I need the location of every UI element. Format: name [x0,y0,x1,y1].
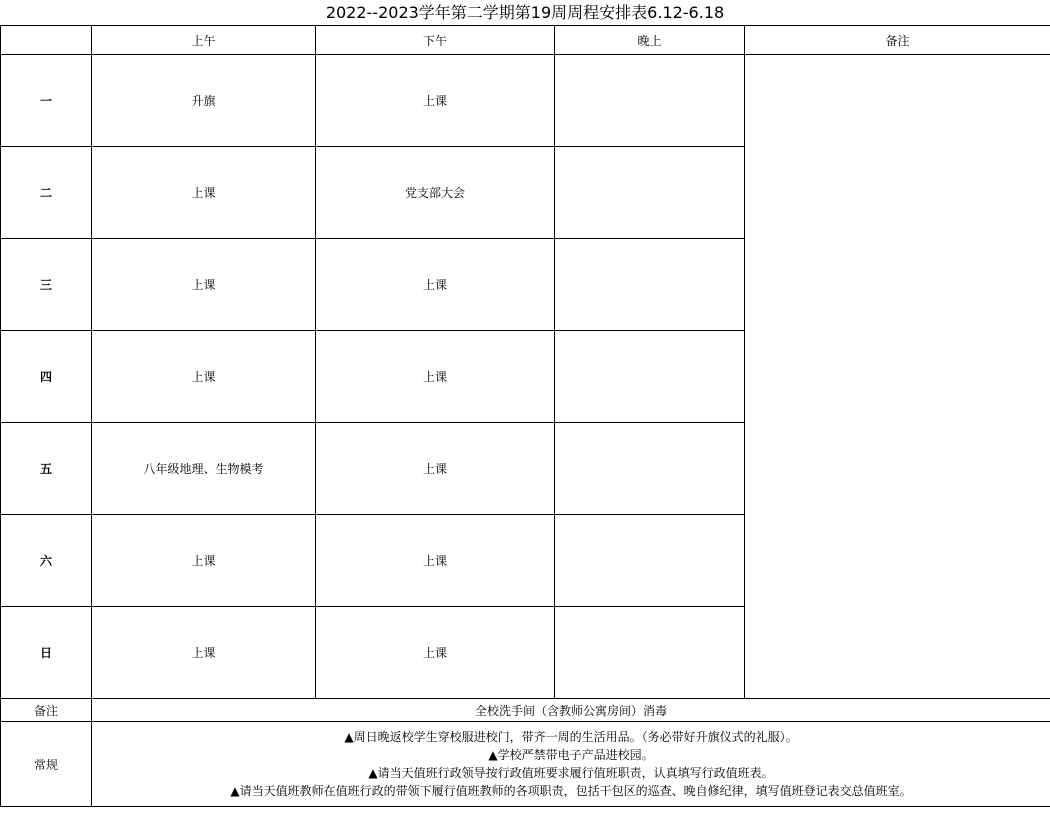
day-label: 四 [1,331,92,423]
afternoon-cell: 上课 [316,607,555,699]
day-row-monday [1,55,1050,147]
morning-cell: 上课 [92,239,316,331]
remarks-row-text: 全校洗手间（含教师公寓房间）消毒 [92,699,1050,722]
routine-row-content [92,722,1050,807]
header-remarks: 备注 [745,26,1050,55]
routine-rule-line: ▲请当天值班行政领导按行政值班要求履行值班职责，认真填写行政值班表。 [368,766,774,780]
header-morning: 上午 [92,26,316,55]
afternoon-cell: 上课 [316,239,555,331]
routine-row-label: 常规 [1,722,92,807]
evening-cell [555,147,745,239]
header-afternoon: 下午 [316,26,555,55]
header-evening: 晚上 [555,26,745,55]
routine-rule-line: ▲学校严禁带电子产品进校园。 [488,748,654,762]
morning-cell: 上课 [92,515,316,607]
schedule-table [0,25,1050,807]
routine-rule-line: ▲周日晚返校学生穿校服进校门，带齐一周的生活用品。（务必带好升旗仪式的礼服）。 [344,730,798,744]
evening-cell [555,239,745,331]
evening-cell [555,55,745,147]
remarks-row [1,699,1050,722]
morning-cell: 上课 [92,147,316,239]
evening-cell [555,423,745,515]
afternoon-cell: 上课 [316,331,555,423]
page-title: 2022--2023学年第二学期第19周周程安排表6.12-6.18 [325,3,725,22]
morning-cell: 八年级地理、生物模考 [92,423,316,515]
day-label: 三 [1,239,92,331]
routine-rule-line: ▲请当天值班教师在值班行政的带领下履行值班教师的各项职责，包括干包区的巡查、晚自修纪律，填写值班登记表交总值班室。 [230,784,912,798]
remarks-column-cell [745,55,1050,699]
morning-cell: 升旗 [92,55,316,147]
afternoon-cell: 上课 [316,515,555,607]
morning-cell: 上课 [92,607,316,699]
evening-cell [555,331,745,423]
afternoon-cell: 上课 [316,55,555,147]
header-blank-cell [1,26,92,55]
evening-cell [555,607,745,699]
day-label: 二 [1,147,92,239]
routine-row [1,722,1050,807]
afternoon-cell: 上课 [316,423,555,515]
morning-cell: 上课 [92,331,316,423]
afternoon-cell: 党支部大会 [316,147,555,239]
day-label: 日 [1,607,92,699]
header-row [1,26,1050,55]
remarks-row-label: 备注 [1,699,92,722]
day-label: 五 [1,423,92,515]
evening-cell [555,515,745,607]
day-label: 六 [1,515,92,607]
day-label: 一 [1,55,92,147]
